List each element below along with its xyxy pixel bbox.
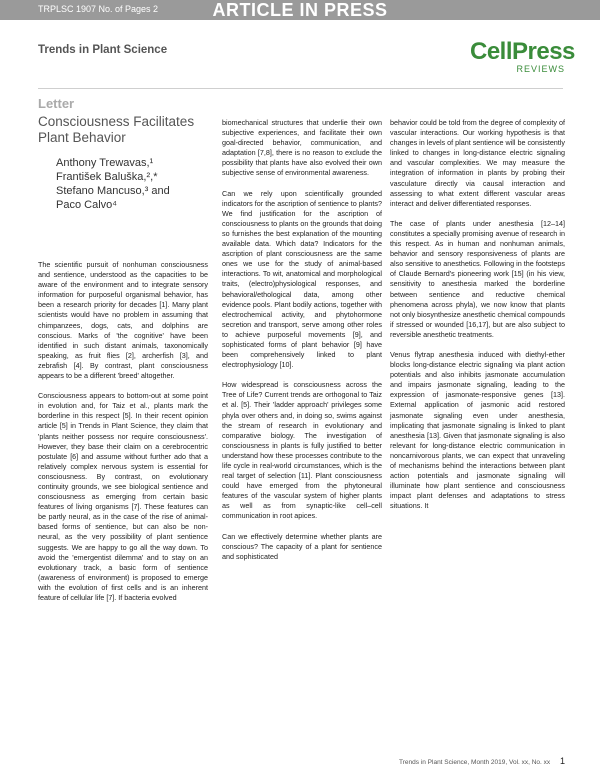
section-label: Letter bbox=[38, 96, 75, 111]
logo-sub: REVIEWS bbox=[516, 64, 565, 74]
author: Paco Calvo⁴ bbox=[56, 199, 117, 211]
page-footer bbox=[390, 756, 565, 766]
paragraph: Can we rely upon scientifically grounded indicators for the ascription of sentience to plants? We find justification for the ascription of consciousness to plants on the grounds that doing so furnishes the best explanation of the mounting available data. Which data? Indicators for the ascription of plant consciousness are the same ones we use for the study of animal-based interactions. To wit, anatomical and morphological traits, (electro)physiological responses, and behavioral/ethological data, among other evidence pools. Plant bodily actions, together with electrochemical activity, and phytohormone secretion and transport, serve among other roles to achieve purposeful movements [9], and sophisticated forms of plant behavior [9] have been comprehensively linked to plant electrophysiology [10]. bbox=[222, 188, 382, 370]
paragraph: Venus flytrap anesthesia induced with diethyl-ether blocks long-distance electric signaling via plant action potentials and also inhibits jasmonate accumulation and impairs jasmonate signaling, leading to the expression of jasmonate-responsive genes [13]. External application of jasmonic acid restored jasmonate signaling even under anesthesia, implicating that jasmonate signaling is linked to plant anesthesia [13]. Given that jasmonate signaling is also relevant for long-distance electric communication in noncarnivorous plants, we can expect that unraveling of mechanisms behind the interactions between plant action potentials and jasmonate signaling will illuminate how plant sentience and consciousness impact plant defenses and adaptations to stress situations. It bbox=[390, 349, 565, 511]
header-rule bbox=[38, 88, 563, 89]
cellpress-logo bbox=[470, 38, 575, 74]
article-in-press-banner: ARTICLE IN PRESS bbox=[212, 0, 388, 20]
paragraph: The scientific pursuit of nonhuman consciousness and sentience, understood as the capacities to be aware of the environment and to integrate sensory information for purposeful organismal behavior, has been a research priority for decades [1]. Many plant scientists would have no problem in assuming that chimpanzees, dogs, cats, and dolphins are conscious. Marks of 'the cognitive' have been identified in such distant animals, taxonomically speaking, as fruit flies [2], archerfish [3], and zebrafish [4]. By contrast, plant consciousness appears to be a different 'breed' altogether. bbox=[38, 260, 208, 381]
author: Stefano Mancuso,³ and bbox=[56, 185, 170, 197]
paragraph: Consciousness appears to bottom-out at some point in evolution and, for Taiz et al., plants mark the borderline in this respect [5]. In their recent opinion article [5] in Trends in Plant Science, they claim that 'plants neither possess nor require consciousness'. However, they base their claim on a cerebrocentric postulate [6] and assume without further ado that a relatively complex nervous system is essential for consciousness. By contrast, on evolutionary continuity grounds, we see biological sentience and consciousness as emerging from certain basic features of living organisms [7]. These features can be partly neural, as in the case of the rise of animal-based forms of sentience, but can also be non-neural, as the very possibility of plant sentience suggests. We are happy to go all the way down. To avoid the 'emergentist dilemma' and to stay on an evolutionary track, a basic form of sentience (awareness of environment) is proposed to emerge with the evolution of first cells and is an inherent feature of cellular life [7]. If bacteria evolved bbox=[38, 391, 208, 602]
column-2 bbox=[222, 118, 382, 572]
paragraph: How widespread is consciousness across the Tree of Life? Current trends are orthogonal to Taiz et al. [5]. Their 'ladder approach' privileges some phyla over others and, in doing so, swims against the stream of research in evolutionary and comparative biology. The investigation of consciousness in plants is fully justified to better understand how these processes contribute to the life cycle in real-world circumstances, which is the real target of selection [11]. Plant consciousness could have emerged from the phytoneural features of the vascular system of higher plants as well as from synaptic-like cell–cell communication in root apices. bbox=[222, 380, 382, 521]
column-1 bbox=[38, 260, 208, 613]
paragraph: biomechanical structures that underlie their own subjective experiences, and facilitate their own goal-directed behavior, communication, and adaptation [7,8], there is no reason to exclude the possibility that plants have also evolved their own subjective sense of environmental awareness. bbox=[222, 118, 382, 178]
header-bar bbox=[0, 0, 600, 20]
paragraph: Can we effectively determine whether plants are conscious? The capacity of a plant for sentience and sophisticated bbox=[222, 531, 382, 561]
author: František Baluška,²,* bbox=[56, 171, 158, 183]
column-3 bbox=[390, 118, 565, 521]
logo-brand: CellPress bbox=[470, 38, 575, 65]
paragraph: behavior could be told from the degree of complexity of vascular interactions. Our working hypothesis is that changes in levels of plant sentience will be consistently linked to changes in long-distance electric signaling and vascular complexities. We may measure the integration of information in plants by probing their vasculature directly via causal interaction and assessing to what extent different vascular areas interact and deliver differentiated responses. bbox=[390, 118, 565, 208]
manuscript-ref: TRPLSC 1907 No. of Pages 2 bbox=[38, 4, 159, 14]
paragraph: The case of plants under anesthesia [12–14] constitutes a specially promising avenue of research in this respect. As in human and nonhuman animals, behavior and sensory responsiveness of plants are also sensitive to anesthetics. Following in the footsteps of Claude Bernard's pioneering work [15] (in his view, sensitivity to anesthesia marked the borderline between sentience and reductive chemical phenomena across phyla), we now know that plants not only biosynthesize anesthetic chemical compounds if stressed or wounded [16,17], but are also subject to reversible anesthetic treatments. bbox=[390, 218, 565, 339]
author: Anthony Trewavas,¹ bbox=[56, 157, 154, 169]
footer-citation: Trends in Plant Science, Month 2019, Vol. xx, No. xx bbox=[399, 759, 551, 766]
article-title: Consciousness Facilitates Plant Behavior bbox=[38, 114, 195, 145]
page-number: 1 bbox=[559, 756, 565, 766]
author-list bbox=[56, 156, 206, 212]
journal-name: Trends in Plant Science bbox=[38, 44, 168, 56]
